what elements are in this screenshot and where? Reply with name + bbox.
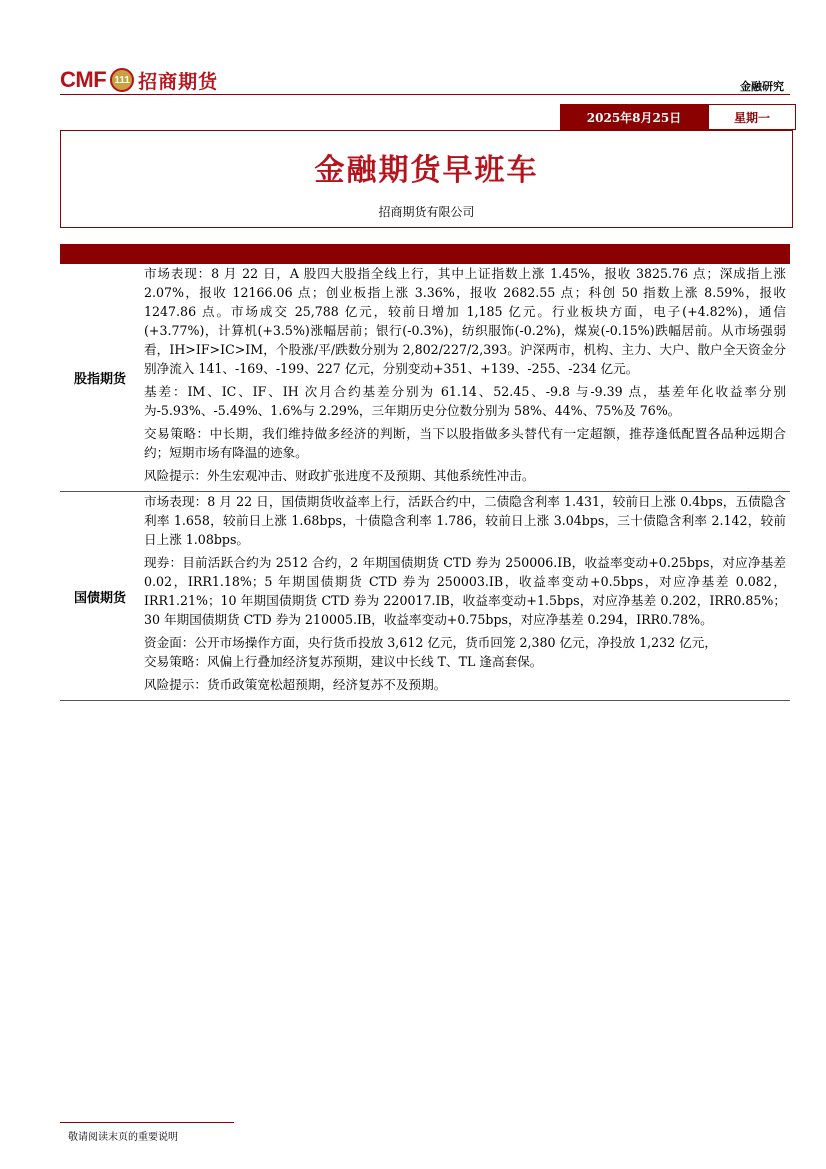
section-tag: 金融研究 <box>740 80 784 93</box>
paragraph-bonds: 现券：目前活跃合约为 2512 合约，2 年期国债期货 CTD 券为 250006.IB，收益率变动+0.25bps，对应净基差 0.02，IRR1.18%；5 年期国债期货 CTD 券为 250003.IB，收益率变动+0.5bps，对应净基差 0.082，IRR1.21%；10 年期国债期货 CTD 券为 220017.IB，收益率变动+1.5bps，对应净基差 0.202，IRR0.85%；30 年期国债期货 CTD 券为 210005.IB，收益率变动+0.75bps，对应净基差 0.294，IRR0.78%。 <box>144 555 786 627</box>
footer-rule <box>60 1122 234 1123</box>
page-title: 金融期货早班车 <box>314 153 539 188</box>
paragraph-strategy: 交易策略：风偏上行叠加经济复苏预期，建议中长线 T、TL 逢高套保。 <box>144 654 543 669</box>
section-row-treasury <box>60 492 790 701</box>
table-header-bar <box>60 244 790 264</box>
logo-chinese: 招商期货 <box>138 70 219 93</box>
footer-note: 敬请阅读末页的重要说明 <box>68 1132 178 1143</box>
company-name: 招商期货有限公司 <box>378 205 475 219</box>
title-frame <box>60 130 793 228</box>
report-date: 2025年8月25日 <box>560 104 708 130</box>
section-body <box>140 492 790 700</box>
company-logo <box>60 66 218 94</box>
paragraph-strategy: 交易策略：中长期，我们维持做多经济的判断，当下以股指做多头替代有一定超额，推荐逢低配置各品种远期合约；短期市场有降温的迹象。 <box>144 426 786 460</box>
paragraph-market: 市场表现：8 月 22 日，国债期货收益率上行，活跃合约中，二债隐含利率 1.431，较前日上涨 0.4bps，五债隐含利率 1.658，较前日上涨 1.68bps，十债隐含利率 1.786，较前日上涨 3.04bps，三十债隐含利率 2.142，较前日上涨 1.08bps。 <box>144 494 786 547</box>
report-weekday: 星期一 <box>708 104 796 130</box>
section-label: 国债期货 <box>73 590 126 606</box>
section-row-stock-index <box>60 264 790 492</box>
report-table <box>60 264 790 701</box>
section-body <box>140 264 790 491</box>
paragraph-liquidity: 资金面：公开市场操作方面，央行货币投放 3,612 亿元，货币回笼 2,380 亿元，净投放 1,232 亿元， <box>144 635 717 650</box>
header-rule <box>60 94 790 95</box>
logo-mark-icon: 111 <box>110 68 134 92</box>
paragraph-risk: 风险提示：货币政策宽松超预期，经济复苏不及预期。 <box>144 677 447 692</box>
paragraph-basis: 基差：IM、IC、IF、IH 次月合约基差分别为 61.14、52.45、-9.8 与-9.39 点，基差年化收益率分别为-5.93%、-5.49%、1.6%与 2.29%，三年期历史分位数分别为 58%、44%、75%及 76%。 <box>144 384 786 418</box>
section-label: 股指期货 <box>73 372 126 387</box>
paragraph-risk: 风险提示：外生宏观冲击、财政扩张进度不及预期、其他系统性冲击。 <box>144 468 535 483</box>
logo-latin: CMF <box>60 67 107 92</box>
paragraph-market: 市场表现：8 月 22 日，A 股四大股指全线上行，其中上证指数上涨 1.45%，报收 3825.76 点；深成指上涨 2.07%，报收 12166.06 点；创业板指上涨 3.36%，报收 2682.55 点；科创 50 指数上涨 8.59%，报收 1247.86 点。市场成交 25,788 亿元，较前日增加 1,185 亿元。行业板块方面，电子(+4.82%)，通信(+3.77%)，计算机(+3.5%)涨幅居前；银行(-0.3%)，纺织服饰(-0.2%)，煤炭(-0.15%)跌幅居前。从市场强弱看，IH>IF>IC>IM，个股涨/平/跌数分别为 2,802/227/2,393。沪深两市，机构、主力、大户、散户全天资金分别净流入 141、-169、-199、227 亿元，分别变动+351、+139、-255、-234 亿元。 <box>144 266 786 376</box>
